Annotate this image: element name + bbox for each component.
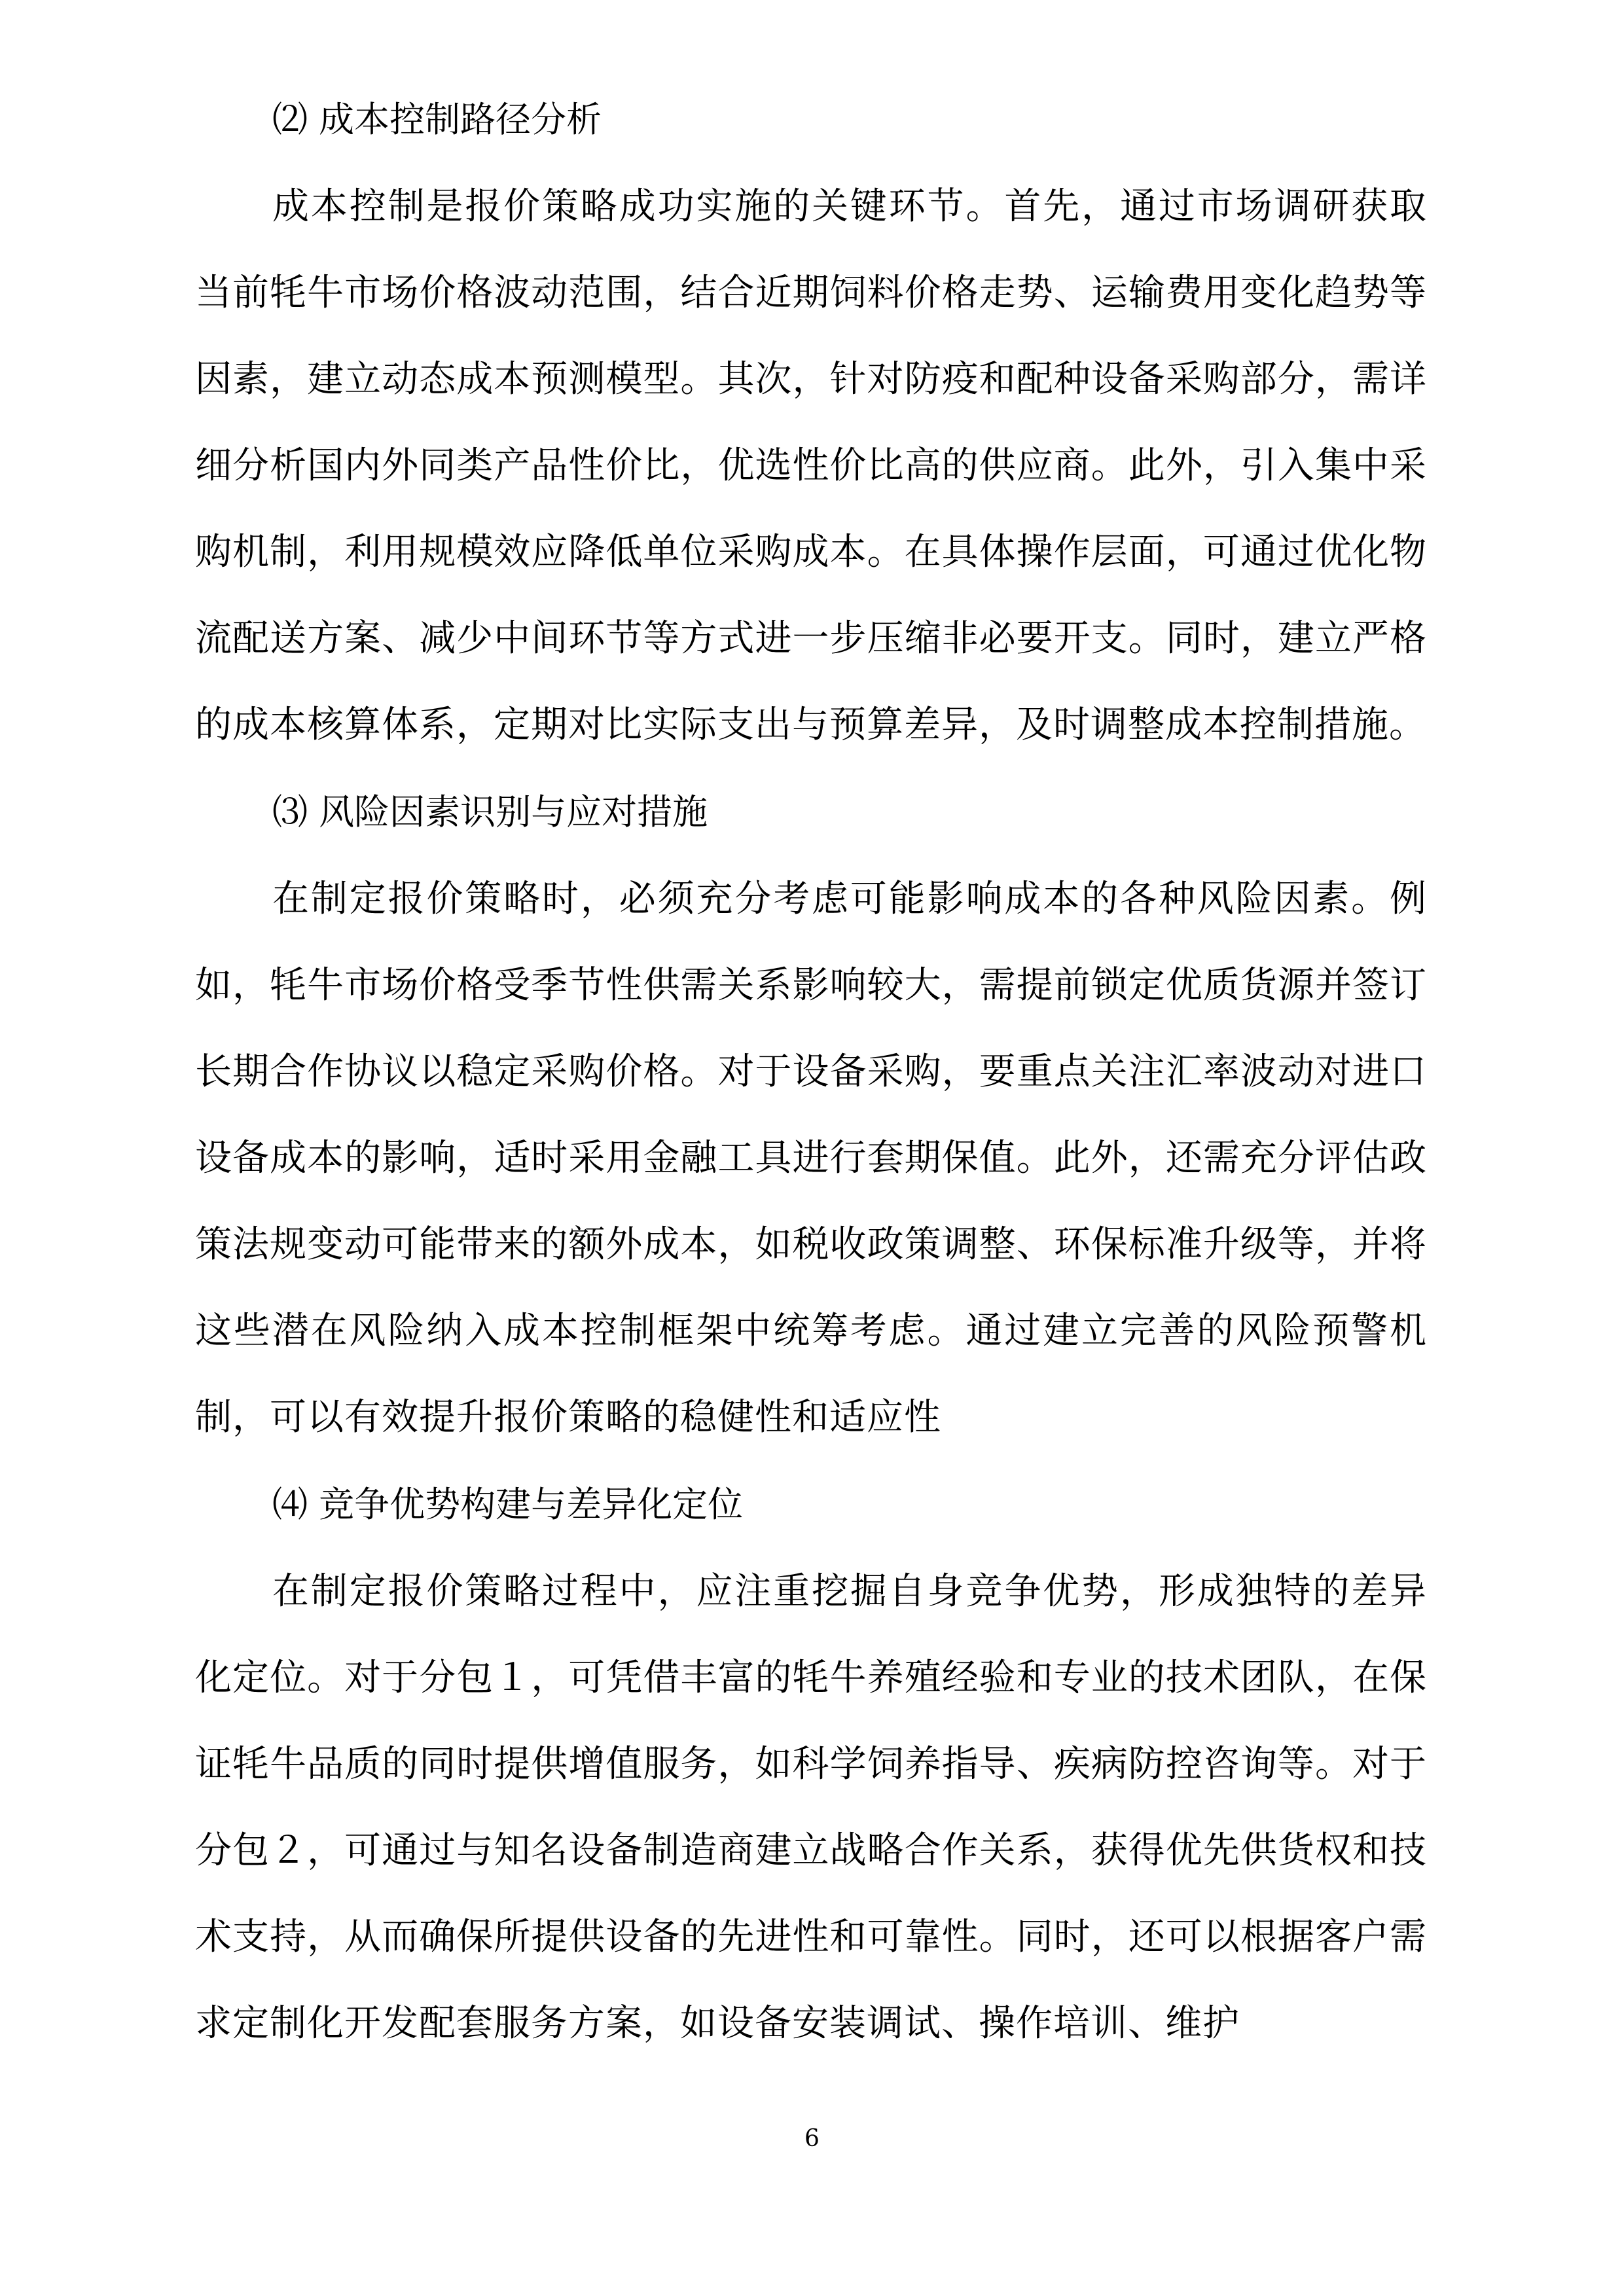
section-heading-risk-factors: ⑶ 风险因素识别与应对措施 [272,791,708,833]
paragraph-competitive-advantage: 在制定报价策略过程中，应注重挖掘自身竞争优势，形成独特的差异化定位。对于分包１，可凭借丰富的牦牛养殖经验和专业的技术团队，在保证牦牛品质的同时提供增值服务，如科学饲养指导、疾病防控咨询等。对于分包２，可通过与知名设备制造商建立战略合作关系，获得优先供货权和技术支持，从而确保所提供设备的先进性和可靠性。同时，还可以根据客户需求定制化开发配套服务方案，如设备安装调试、操作培训、维护 [195,1570,1427,2045]
paragraph-risk-factors: 在制定报价策略时，必须充分考虑可能影响成本的各种风险因素。例如，牦牛市场价格受季节性供需关系影响较大，需提前锁定优质货源并签订长期合作协议以稳定采购价格。对于设备采购，要重点关注汇率波动对进口设备成本的影响，适时采用金融工具进行套期保值。此外，还需充分评估政策法规变动可能带来的额外成本，如税收政策调整、环保标准升级等，并将这些潜在风险纳入成本控制框架中统筹考虑。通过建立完善的风险预警机制，可以有效提升报价策略的稳健性和适应性 [195,878,1427,1439]
page-number: 6 [804,2125,820,2152]
paragraph-cost-control: 成本控制是报价策略成功实施的关键环节。首先，通过市场调研获取当前牦牛市场价格波动范围，结合近期饲料价格走势、运输费用变化趋势等因素，建立动态成本预测模型。其次，针对防疫和配种设备采购部分，需详细分析国内外同类产品性价比，优选性价比高的供应商。此外，引入集中采购机制，利用规模效应降低单位采购成本。在具体操作层面，可通过优化物流配送方案、减少中间环节等方式进一步压缩非必要开支。同时，建立严格的成本核算体系，定期对比实际支出与预算差异，及时调整成本控制措施。 [195,185,1427,746]
section-heading-cost-control: ⑵ 成本控制路径分析 [272,99,602,140]
document-body [195,76,1427,2067]
section-heading-competitive-advantage: ⑷ 竞争优势构建与差异化定位 [272,1484,744,1525]
